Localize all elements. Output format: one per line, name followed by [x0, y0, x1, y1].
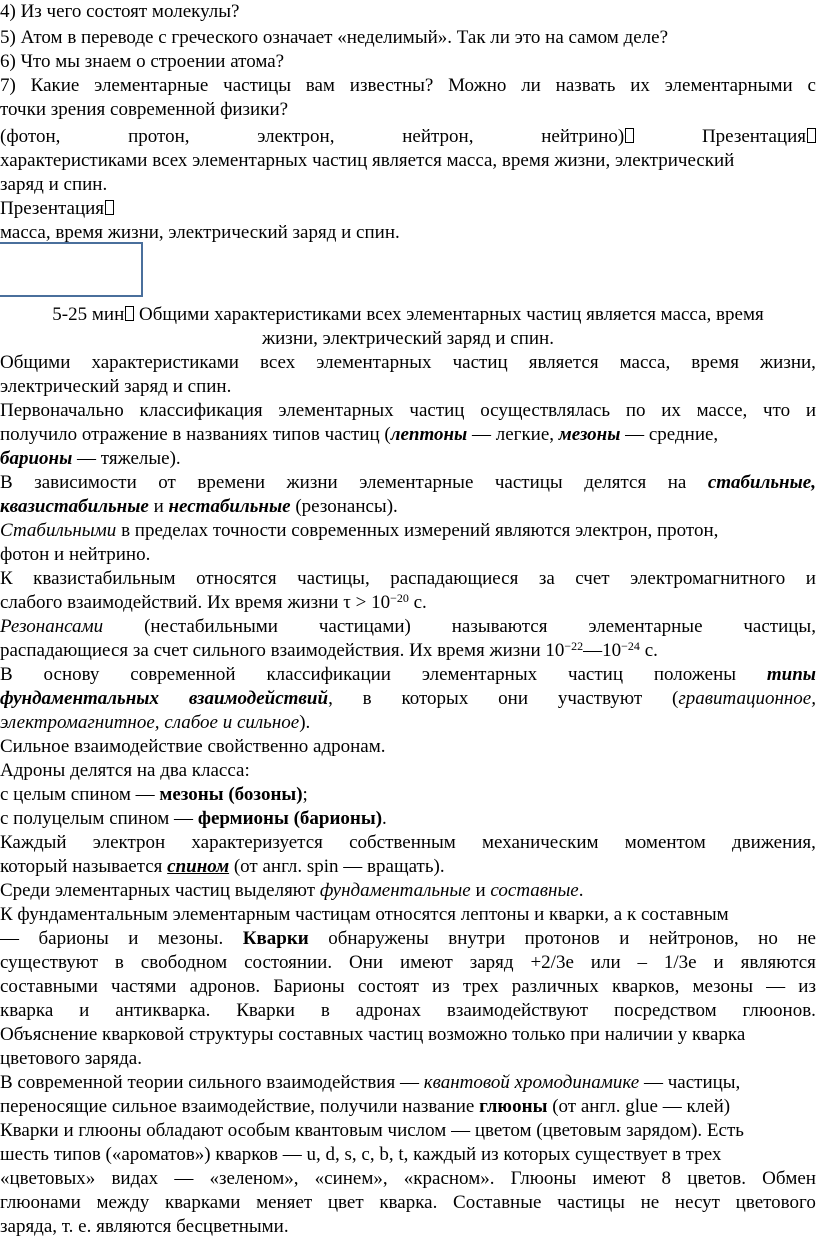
paragraph-14-word: различных — [511, 976, 599, 997]
paragraph-14-line-7 — [0, 1047, 816, 1071]
exponent: −24 — [621, 639, 640, 653]
paragraph-3-word: жизни — [286, 472, 338, 493]
particle-word: электрон, — [257, 126, 335, 147]
presentation-line — [0, 197, 816, 221]
paragraph-6-text: распадающиеся за счет сильного взаимодействия. Их время жизни 10 — [0, 640, 565, 661]
paragraph-14-word: но — [758, 928, 778, 949]
paragraph-16-word: Обмен — [762, 1168, 816, 1189]
paragraph-10-text: ; — [302, 784, 308, 805]
presentation-label: Презентация — [0, 198, 105, 219]
paragraph-14-word: взаимодействуют — [446, 1000, 589, 1021]
particle-word: протон, — [128, 126, 190, 147]
paragraph-14-word: нейтронов, — [648, 928, 739, 949]
paragraph-6-line-1 — [0, 615, 816, 639]
question-6-text: 6) Что мы знаем о строении атома? — [0, 51, 285, 72]
particle-word: нейтрон, — [402, 126, 474, 147]
paragraph-1-line-2 — [0, 375, 816, 399]
question-5-text: 5) Атом в переводе с греческого означает «неделимый». Так ли это на самом деле? — [0, 27, 668, 48]
paragraph-3-word: В — [0, 472, 13, 493]
paragraph-16-word: 8 — [661, 1168, 672, 1189]
paragraph-4-text: в пределах точности современных измерений являются электрон, протон, — [116, 520, 719, 541]
paragraph-14-word: кварка — [0, 1000, 54, 1021]
particle-word: Презентация — [702, 125, 816, 148]
paragraph-14-word: +2/3e — [530, 952, 574, 973]
paragraph-7-word: участвуют — [557, 688, 643, 709]
question-4 — [0, 0, 816, 24]
missing-glyph-icon — [807, 128, 816, 143]
paragraph-14-text: цветового заряда. — [0, 1048, 142, 1069]
paragraph-5-word: относятся — [196, 568, 277, 589]
question-7-word: частицы — [223, 75, 291, 96]
paragraph-5-word: и — [805, 568, 816, 589]
paragraph-3-word: от — [158, 472, 176, 493]
paragraph-16-line-5 — [0, 1215, 816, 1239]
term-unstable: нестабильные — [168, 496, 291, 517]
paragraph-16-word: между — [96, 1192, 150, 1213]
centered-heading-continuation: жизни, электрический заряд и спин. — [262, 328, 554, 349]
particles-line-2 — [0, 149, 816, 173]
term-leptons: лептоны — [390, 424, 468, 445]
paragraph-16-word: глюонами — [0, 1192, 81, 1213]
paragraph-12-word: движения, — [731, 832, 816, 853]
paragraph-16-word: Глюоны — [510, 1168, 577, 1189]
question-7-word: с — [807, 75, 816, 96]
paragraph-16-word: цветов. — [687, 1168, 746, 1189]
term-qcd: квантовой хромодинамике — [423, 1072, 640, 1093]
question-7-word: элементарными — [664, 75, 793, 96]
paragraph-14-line-5 — [0, 999, 816, 1023]
paragraph-1-word: всех — [260, 352, 296, 373]
paragraph-12-line-2 — [0, 855, 816, 879]
paragraph-16-word: «синем», — [314, 1168, 388, 1189]
paragraph-7-word: В — [0, 664, 13, 685]
question-7-word: Можно — [448, 75, 507, 96]
paragraph-2-word: и — [805, 400, 816, 421]
paragraph-14-word: в — [320, 1000, 330, 1021]
particles-characteristics-text: характеристиками всех элементарных частиц является масса, время жизни, электрический — [0, 150, 735, 171]
paragraph-3-word: элементарные — [359, 472, 474, 493]
paragraph-6-line-2 — [0, 639, 816, 663]
term-composite: составные — [490, 880, 579, 901]
paragraph-14-word: адронах — [355, 1000, 421, 1021]
question-7-word: известны? — [349, 75, 434, 96]
paragraph-5-word: счет — [575, 568, 610, 589]
particles-line-1 — [0, 125, 816, 149]
paragraph-16-word: цвет — [327, 1192, 364, 1213]
question-7-continuation: точки зрения современной физики? — [0, 99, 289, 120]
paragraph-2-word: их — [661, 400, 681, 421]
paragraph-14-line-6 — [0, 1023, 816, 1047]
paragraph-14-word: обнаружены — [328, 928, 429, 949]
paragraph-14-word: частями — [111, 976, 177, 997]
paragraph-16-word: — — [174, 1168, 194, 1189]
paragraph-16-word: частицы — [557, 1192, 625, 1213]
term-interactions: взаимодействий — [188, 688, 329, 709]
paragraph-16-word: не — [640, 1192, 660, 1213]
question-7-word: назвать — [555, 75, 616, 96]
paragraph-12-word: механическим — [482, 832, 599, 853]
paragraph-16-word: меняет — [256, 1192, 313, 1213]
missing-glyph-icon — [125, 306, 134, 321]
paragraph-12-word: характеризуется — [191, 832, 323, 853]
paragraph-6-word: частицами) — [318, 616, 411, 637]
paragraph-14-word: адронов. — [189, 976, 261, 997]
punctuation: , — [811, 472, 816, 493]
paragraph-8 — [0, 735, 816, 759]
paragraph-12-word: собственным — [349, 832, 456, 853]
paragraph-5-word: К — [0, 568, 13, 589]
paragraph-16-word: Составные — [453, 1192, 542, 1213]
paragraph-14-word: составными — [0, 976, 98, 997]
paragraph-14-word: внутри — [448, 928, 506, 949]
paragraph-16-line-3 — [0, 1167, 816, 1191]
paragraph-6-word: называются — [451, 616, 548, 637]
question-7-number: 7) — [0, 75, 16, 96]
paragraph-3-word: на — [667, 472, 687, 493]
term-types: типы — [766, 664, 816, 685]
paragraph-5-word: распадающиеся — [390, 568, 519, 589]
question-4-text: 4) Из чего состоят молекулы? — [0, 1, 240, 22]
paragraph-1-word: частиц — [452, 352, 508, 373]
paragraph-7-word: положены — [653, 664, 737, 685]
paragraph-16-word: видах — [111, 1168, 159, 1189]
image-placeholder-frame — [0, 242, 143, 297]
paragraph-16-word: «цветовых» — [0, 1168, 96, 1189]
paragraph-1-word: масса, — [619, 352, 671, 373]
paragraph-15-text: (от англ. glue — клей) — [547, 1096, 731, 1117]
time-range-label: 5-25 мин — [52, 304, 125, 325]
paragraph-16-line-4 — [0, 1191, 816, 1215]
punctuation: ( — [672, 688, 679, 709]
term-quasistable: квазистабильные — [0, 496, 149, 517]
paragraph-14-word: – — [637, 952, 648, 973]
term-mesons-bosons: мезоны (бозоны) — [159, 784, 303, 805]
term-mesons: мезоны — [558, 424, 621, 445]
paragraph-2-line-3 — [0, 447, 816, 471]
paragraph-1-word: элементарных — [316, 352, 432, 373]
paragraph-14-line-1 — [0, 903, 816, 927]
centered-heading-line-2 — [0, 327, 816, 351]
term-resonances: Резонансами — [0, 616, 104, 637]
paragraph-2-text: — легкие, — [467, 424, 559, 445]
paragraph-7-word: основу — [43, 664, 100, 685]
paragraph-14-word: мезоны. — [157, 928, 224, 949]
paragraph-14-word: из — [798, 976, 816, 997]
paragraph-5-text: слабого взаимодействий. Их время жизни τ > 10 — [0, 592, 391, 613]
term-gluons: глюоны — [479, 1096, 548, 1117]
paragraph-7-word: классификации — [266, 664, 391, 685]
term-stable: стабильные, — [707, 472, 816, 493]
paragraph-9-text: Адроны делятся на два класса: — [0, 760, 250, 781]
paragraph-3-line-2 — [0, 495, 816, 519]
paragraph-13 — [0, 879, 816, 903]
particle-word: нейтрино) — [541, 125, 634, 148]
paragraph-8-text: Сильное взаимодействие свойственно адронам. — [0, 736, 386, 757]
paragraph-15-text: переносящие сильное взаимодействие, получили название — [0, 1096, 480, 1117]
gravitational-wrap — [672, 687, 816, 710]
paragraph-14-word: мезоны — [692, 976, 753, 997]
paragraph-6-text: —10 — [583, 640, 622, 661]
paragraph-2-text: — средние, — [620, 424, 719, 445]
question-7-word: их — [630, 75, 650, 96]
paragraph-14-word: и — [79, 1000, 90, 1021]
question-7-word: вам — [305, 75, 335, 96]
paragraph-7-line-1 — [0, 663, 816, 687]
paragraph-1-word: время — [691, 352, 739, 373]
paragraph-14-word: состоянии. — [244, 952, 333, 973]
paragraph-12-word: Каждый — [0, 832, 67, 853]
paragraph-5-word: электромагнитного — [630, 568, 786, 589]
paragraph-14-word: кварков, — [611, 976, 680, 997]
exponent: −20 — [390, 591, 409, 605]
paragraph-16-word: «зеленом», — [209, 1168, 299, 1189]
paragraph-16-word: имеют — [592, 1168, 646, 1189]
paragraph-10-text: с целым спином — — [0, 784, 160, 805]
paragraph-14-word: посредством — [613, 1000, 717, 1021]
paragraph-1-word: характеристиками — [91, 352, 239, 373]
paragraph-7-line-2 — [0, 687, 816, 711]
paragraph-15-line-2 — [0, 1095, 816, 1119]
centered-heading-text: Общими характеристиками всех элементарных частиц является масса, время — [134, 304, 764, 325]
exponent: −22 — [564, 639, 584, 653]
paragraph-15-text: — частицы, — [639, 1072, 741, 1093]
paragraph-14-word: из — [432, 976, 450, 997]
paragraph-14-word: Барионы — [273, 976, 345, 997]
term-quarks: Кварки — [242, 928, 309, 949]
paragraph-7-line-3 — [0, 711, 816, 735]
paragraph-4-continuation: фотон и нейтрино. — [0, 544, 151, 565]
paragraph-2-word: классификация — [139, 400, 263, 421]
paragraph-4-line-2 — [0, 543, 816, 567]
question-7-line-1 — [0, 74, 816, 98]
paragraph-14-word: или — [590, 952, 621, 973]
paragraph-2-word: элементарных — [278, 400, 394, 421]
term-fermions-baryons: фермионы (барионы) — [197, 808, 383, 829]
paragraph-7-word: современной — [130, 664, 236, 685]
question-7-word: ли — [521, 75, 541, 96]
paragraph-5-line-2 — [0, 591, 816, 615]
paragraph-14-word: и — [619, 928, 630, 949]
paragraph-2-word: по — [625, 400, 646, 421]
paragraph-14-word: имеют — [399, 952, 453, 973]
paragraph-7-word: они — [498, 688, 529, 709]
paragraph-6-word: частицы, — [743, 616, 816, 637]
paragraph-6-word: элементарные — [588, 616, 703, 637]
paragraph-16-line-2 — [0, 1143, 816, 1167]
paragraph-1-word: является — [528, 352, 599, 373]
paragraph-3-text: и — [148, 496, 169, 517]
paragraph-11-text: . — [382, 808, 387, 829]
paragraph-6-word: (нестабильными — [144, 616, 278, 637]
particle-word: (фотон, — [0, 126, 61, 147]
paragraph-14-word: — — [766, 976, 786, 997]
paragraph-2-line-1 — [0, 399, 816, 423]
paragraph-3-word: частицы — [494, 472, 563, 493]
question-7-word: Какие — [30, 75, 80, 96]
paragraph-3-text: (резонансы). — [290, 496, 398, 517]
paragraph-1-line-1 — [0, 351, 816, 375]
paragraph-13-text: . — [578, 880, 584, 901]
interaction-types: электромагнитное, слабое и сильное — [0, 712, 300, 733]
paragraph-11 — [0, 807, 816, 831]
paragraph-14-line-2 — [0, 927, 816, 951]
paragraph-9 — [0, 759, 816, 783]
paragraph-2-text: получило отражение в названиях типов частиц ( — [0, 424, 391, 445]
paragraph-5-line-1 — [0, 567, 816, 591]
paragraph-1-word: жизни, — [760, 352, 816, 373]
paragraph-3-line-1 — [0, 471, 816, 495]
paragraph-14-word: антикварка. — [115, 1000, 211, 1021]
paragraph-2-text: — тяжелые). — [72, 448, 181, 469]
paragraph-10 — [0, 783, 816, 807]
paragraph-14-word: Кварки — [236, 1000, 295, 1021]
paragraph-2-word: Первоначально — [0, 400, 124, 421]
paragraph-16-word: несут — [674, 1192, 720, 1213]
term-stable-italic: Стабильными — [0, 520, 117, 541]
term-baryons: барионы — [0, 448, 73, 469]
paragraph-14-word: состоят — [357, 976, 419, 997]
paragraph-14-word: протонов — [524, 928, 600, 949]
paragraph-4-line-1 — [0, 519, 816, 543]
paragraph-5-word: частицы, — [297, 568, 370, 589]
term-fundamental-interactions: фундаментальных — [0, 688, 159, 709]
paragraph-16-word: «красном». — [403, 1168, 495, 1189]
paragraph-14-word: барионы — [38, 928, 109, 949]
paragraph-14-word: в — [114, 952, 124, 973]
paragraph-7-word: в — [362, 688, 372, 709]
paragraph-2-word: что — [762, 400, 791, 421]
question-7-word: элементарные — [94, 75, 209, 96]
paragraph-16-word: кварка. — [379, 1192, 438, 1213]
missing-glyph-icon — [105, 200, 114, 215]
paragraph-14-word: Они — [349, 952, 384, 973]
paragraph-14-line-4 — [0, 975, 816, 999]
paragraph-2-word: массе, — [696, 400, 748, 421]
paragraph-5-text: с. — [408, 592, 427, 613]
missing-glyph-icon — [625, 128, 634, 143]
paragraph-1-continuation: электрический заряд и спин. — [0, 376, 232, 397]
paragraph-14-line-3 — [0, 951, 816, 975]
term-fundamental: фундаментальные — [319, 880, 471, 901]
paragraph-12-word: моментом — [624, 832, 706, 853]
paragraph-3-word: делятся — [584, 472, 647, 493]
paragraph-14-word: глюонов. — [742, 1000, 816, 1021]
paragraph-16-text: заряда, т. е. являются бесцветными. — [0, 1216, 289, 1237]
paragraph-2-word: частиц — [409, 400, 465, 421]
paragraph-16-text: шесть типов («ароматов») кварков — u, d, s, c, b, t, каждый из которых существует в трех — [0, 1144, 722, 1165]
paragraph-11-text: с полуцелым спином — — [0, 808, 198, 829]
paragraph-14-text: К фундаментальным элементарным частицам относятся лептоны и кварки, а к составным — [0, 904, 729, 925]
paragraph-3-word: времени — [197, 472, 266, 493]
paragraph-12-text: который называется — [0, 856, 168, 877]
paragraph-1-word: Общими — [0, 352, 71, 373]
paragraph-14-word: — — [0, 928, 19, 949]
paragraph-7-text: ). — [299, 712, 311, 733]
paragraph-16-line-1 — [0, 1119, 816, 1143]
question-6 — [0, 50, 816, 74]
paragraph-12-text: (от англ. spin — вращать). — [229, 856, 445, 877]
paragraph-7-word: частиц — [567, 664, 623, 685]
paragraph-14-text: Объяснение кварковой структуры составных частиц возможно только при наличии у кварка — [0, 1024, 746, 1045]
paragraph-5-word: квазистабильным — [33, 568, 176, 589]
paragraph-16-text: Кварки и глюоны обладают особым квантовым числом — цветом (цветовым зарядом). Есть — [0, 1120, 744, 1141]
paragraph-14-word: 1/3e — [663, 952, 697, 973]
paragraph-7-word: элементарных — [421, 664, 538, 685]
paragraph-7-word: которых — [401, 688, 469, 709]
paragraph-16-word: кварками — [164, 1192, 241, 1213]
paragraph-16-word: цветового — [735, 1192, 816, 1213]
paragraph-13-text: Среди элементарных частиц выделяют — [0, 880, 320, 901]
particles-charge-spin-text: заряд и спин. — [0, 174, 108, 195]
paragraph-2-word: осуществлялась — [480, 400, 611, 421]
paragraph-14-word: трех — [462, 976, 499, 997]
paragraph-5-word: за — [538, 568, 555, 589]
paragraph-14-word: являются — [740, 952, 816, 973]
paragraph-14-word: свободном — [140, 952, 228, 973]
paragraph-15-line-1 — [0, 1071, 816, 1095]
paragraph-15-text: В современной теории сильного взаимодействия — — [0, 1072, 424, 1093]
term-interactions-wrap — [189, 687, 333, 710]
question-5 — [0, 26, 816, 50]
term-gravitational: гравитационное, — [678, 688, 816, 709]
particles-line-3 — [0, 173, 816, 197]
paragraph-13-text: и — [470, 880, 491, 901]
centered-heading-line-1 — [0, 303, 816, 327]
paragraph-6-text: с. — [639, 640, 658, 661]
summary-text: масса, время жизни, электрический заряд и спин. — [0, 222, 400, 243]
paragraph-12-word: электрон — [92, 832, 166, 853]
paragraph-14-word: не — [797, 928, 816, 949]
paragraph-14-word: и — [713, 952, 724, 973]
paragraph-14-word: и — [128, 928, 139, 949]
paragraph-14-word: заряд — [469, 952, 514, 973]
paragraph-14-word: существуют — [0, 952, 99, 973]
paragraph-2-line-2 — [0, 423, 816, 447]
question-7-line-2 — [0, 98, 816, 122]
punctuation: , — [328, 688, 333, 709]
paragraph-12-line-1 — [0, 831, 816, 855]
paragraph-3-word: зависимости — [34, 472, 137, 493]
term-spin: спином — [167, 856, 230, 877]
